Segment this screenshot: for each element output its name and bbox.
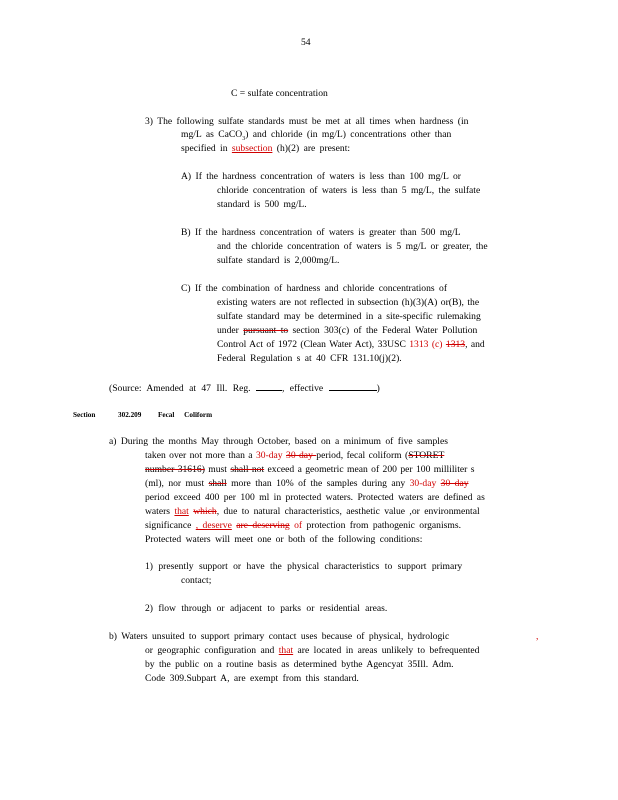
para-a-line-7-b: protection from pathogenic organisms. <box>302 520 461 531</box>
para-b-cap-line-3: sulfate standard is 2,000mg/L. <box>217 255 340 266</box>
para-b-line-2 <box>145 645 479 657</box>
para-b-line-4: Code 309.Subpart A, are exempt from this standard. <box>145 673 359 684</box>
para-a-line-4-a: (ml), nor must <box>145 478 209 489</box>
inserted-30-day: 30-day <box>255 450 283 461</box>
deleted-shall: shall <box>208 478 227 489</box>
para-c-cap-line-5 <box>217 339 485 351</box>
para-a-line-4 <box>145 478 469 490</box>
para-3-line-3 <box>181 143 350 155</box>
inserted-that-b: that <box>278 645 294 656</box>
para-a-line-6 <box>145 506 480 518</box>
inserted-that: that <box>174 506 189 517</box>
page-number: 54 <box>301 37 311 48</box>
para-a-line-2-b: period, fecal coliform ( <box>316 450 409 461</box>
para-a-line-6-b: , due to natural characteristics, aesthetic value ,or environmental <box>216 506 480 517</box>
deleted-30-day: 30 day <box>286 450 317 461</box>
para-a-line-2-a: taken over not more than a <box>145 450 256 461</box>
para-b-cap-line-2: and the chloride concentration of waters is 5 mg/L or greater, the <box>217 241 488 252</box>
para-c-line-4-a: under <box>217 325 244 336</box>
para-a-line-5: period exceed 400 per 100 ml in protected waters. Protected waters are defined as <box>145 492 485 503</box>
para-b-line-1-a: b) Waters unsuited to support primary contact uses because of physical, hydrologic <box>109 631 450 642</box>
para-c-line-5-a: Control Act of 1972 (Clean Water Act), 33USC <box>217 339 410 350</box>
effective-date-blank <box>329 381 377 391</box>
reg-blank <box>256 381 282 391</box>
para-c-cap-line-3: sulfate standard may be determined in a site-specific rulemaking <box>217 311 481 322</box>
para-b-line-2-b: are located in areas unlikely to befrequented <box>293 645 480 656</box>
inserted-comma: , <box>536 631 539 642</box>
para-c-line-5-b: , and <box>465 339 485 350</box>
deleted-30-day-2: 30 day <box>440 478 469 489</box>
para-c-cap-line-4 <box>217 325 477 337</box>
para-a-line-7 <box>145 520 461 532</box>
condition-1-line-1: 1) presently support or have the physical characteristics to support primary <box>145 561 463 572</box>
inserted-of: of <box>294 520 303 531</box>
para-a-line-2 <box>145 450 444 462</box>
para-a-line-4-b: more than 10% of the samples during any <box>226 478 410 489</box>
section-label: Section <box>73 411 96 419</box>
deleted-which: which <box>193 506 217 517</box>
inserted-1313c: 1313 (c) <box>409 339 443 350</box>
section-title: Fecal Coliform <box>158 411 213 419</box>
para-3-line-2-rest: ) and chloride (in mg/L) concentrations other than <box>245 129 452 140</box>
para-a-line-8: Protected waters will meet one or both of the following conditions: <box>145 534 423 545</box>
deleted-storet: STORET <box>408 450 445 461</box>
para-a-cap-line-3: standard is 500 mg/L. <box>217 199 307 210</box>
inserted-deserve: , deserve <box>195 520 232 531</box>
para-a-line-1: a) During the months May through October, based on a minimum of five samples <box>109 436 448 447</box>
condition-2: 2) flow through or adjacent to parks or residential areas. <box>145 603 388 614</box>
para-c-cap-line-1: C) If the combination of hardness and chloride concentrations of <box>181 283 448 294</box>
source-note-a: (Source: Amended at 47 Ill. Reg. <box>109 383 251 394</box>
para-b-cap-line-1: B) If the hardness concentration of waters is greater than 500 mg/L <box>181 227 461 238</box>
sulfate-concentration-definition: C = sulfate concentration <box>231 88 328 99</box>
source-note-c: ) <box>376 383 380 394</box>
deleted-number-31616: number 31616) <box>145 464 205 475</box>
para-c-cap-line-6: Federal Regulation s at 40 CFR 131.10(j)(2). <box>217 353 402 364</box>
para-b-line-3: by the public on a routine basis as determined bythe Agencyat 35Ill. Adm. <box>145 659 454 670</box>
para-b-line-1 <box>109 631 449 643</box>
para-a-line-7-a: significance <box>145 520 196 531</box>
condition-1-line-2: contact; <box>181 575 212 586</box>
para-a-line-3-b: exceed a geometric mean of 200 per 100 milliliter s <box>264 464 475 475</box>
para-c-line-4-b: section 303(c) of the Federal Water Pollution <box>288 325 478 336</box>
para-c-cap-line-2: existing waters are not reflected in subsection (h)(3)(A) or(B), the <box>217 297 480 308</box>
caco3-subscript: 3 <box>242 135 246 142</box>
para-a-line-3 <box>145 464 474 476</box>
para-3-line-3-a: specified in <box>181 143 232 154</box>
deleted-are-deserving: are deserving <box>236 520 290 531</box>
para-3-line-3-b: (h)(2) are present: <box>272 143 351 154</box>
para-a-cap-line-1: A) If the hardness concentration of waters is less than 100 mg/L or <box>181 171 461 182</box>
deleted-pursuant-to: pursuant to <box>243 325 289 336</box>
para-a-line-6-a: waters <box>145 506 175 517</box>
source-note-b: , effective <box>281 383 324 394</box>
deleted-1313: 1313 <box>445 339 466 350</box>
inserted-30-day-2: 30-day <box>409 478 437 489</box>
deleted-shall-not: shall not <box>230 464 265 475</box>
section-number: 302.209 <box>118 411 142 419</box>
para-a-cap-line-2: chloride concentration of waters is less than 5 mg/L, the sulfate <box>217 185 481 196</box>
para-a-line-3-a: must <box>204 464 231 475</box>
inserted-subsection: subsection <box>231 143 273 154</box>
para-3-line-1: 3) The following sulfate standards must be met at all times when hardness (in <box>145 116 469 127</box>
caco3-text: mg/L as CaCO <box>181 129 243 140</box>
source-note <box>109 381 380 395</box>
para-b-line-2-a: or geographic configuration and <box>145 645 279 656</box>
